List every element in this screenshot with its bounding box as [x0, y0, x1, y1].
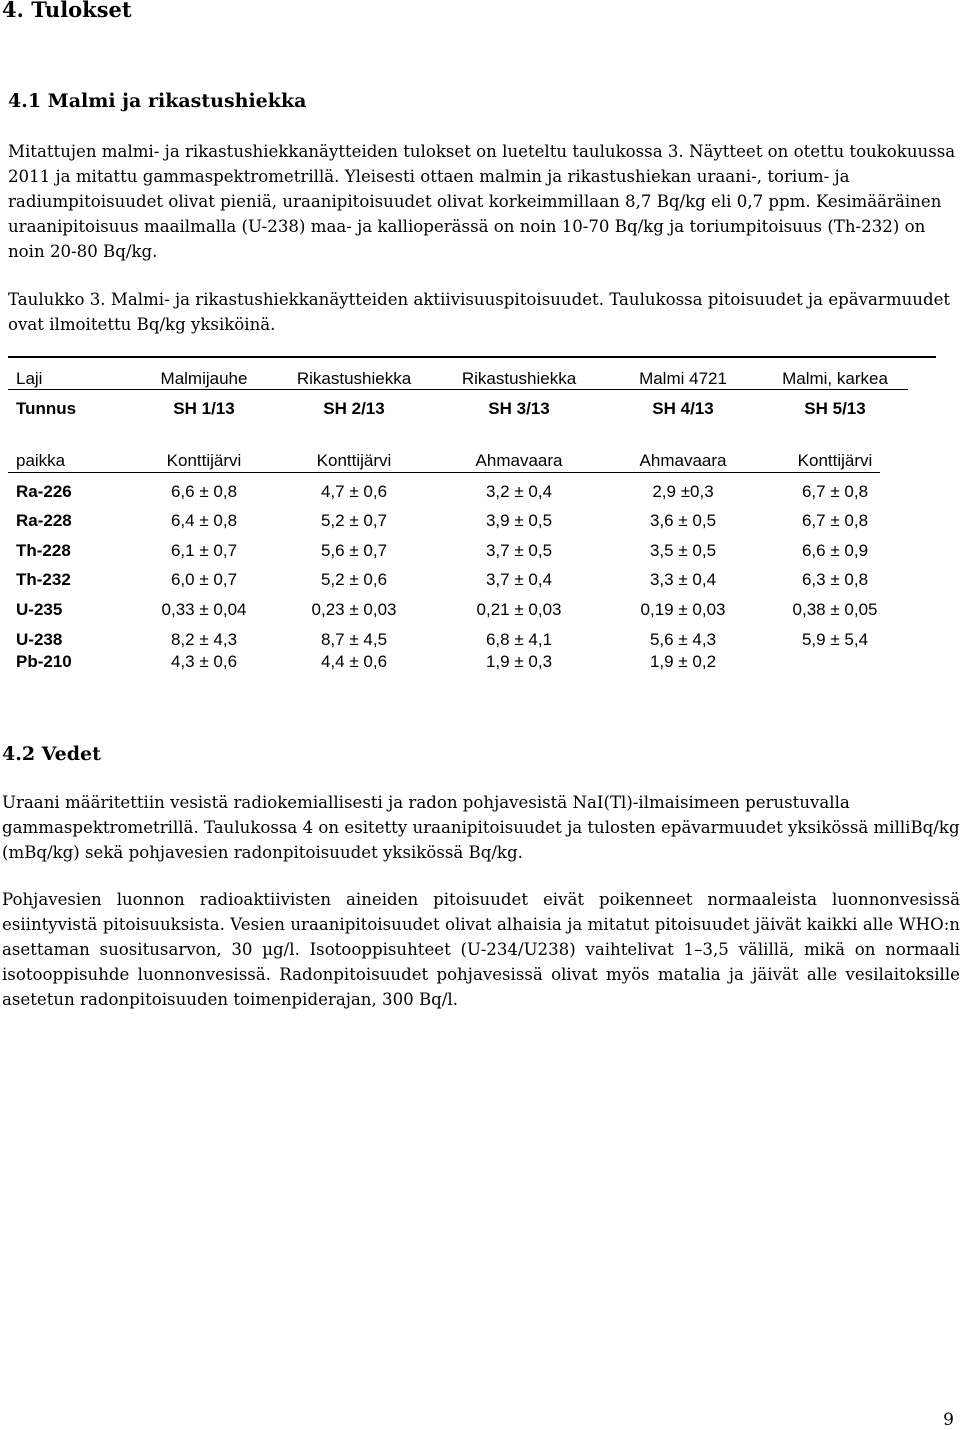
table-location-rule — [8, 472, 880, 473]
table-row-cell: 8,7 ± 4,5 — [320, 630, 388, 649]
table-row-label: Th-232 — [16, 570, 71, 589]
section-heading-vedet: 4.2 Vedet — [2, 743, 101, 765]
tunnus-row-cell: SH 3/13 — [488, 399, 550, 418]
paikka-row-label: paikka — [16, 451, 66, 470]
table-row-cell: 0,21 ± 0,03 — [476, 600, 562, 619]
table-row-cell: 6,3 ± 0,8 — [801, 570, 869, 589]
tunnus-row-cell: SH 5/13 — [804, 399, 866, 418]
laji-row-cell: Malmi, karkea — [782, 369, 888, 388]
table-row-cell: 5,9 ± 5,4 — [801, 630, 869, 649]
table-row-cell: 0,38 ± 0,05 — [792, 600, 878, 619]
table-row-label: U-238 — [16, 630, 63, 649]
paikka-row-cell: Konttijärvi — [797, 451, 873, 470]
table-row-label: Pb-210 — [16, 652, 72, 671]
table-row-cell: 4,4 ± 0,6 — [320, 652, 388, 671]
table-caption: Taulukko 3. Malmi- ja rikastushiekkanäytteiden aktiivisuuspitoisuudet. Taulukossa pitoisuudet ja epävarmuudet ovat ilmoitettu Bq/kg yksiköinä. — [8, 290, 951, 334]
table-row-cell: 3,5 ± 0,5 — [649, 541, 717, 560]
table-row-cell: 3,6 ± 0,5 — [649, 511, 717, 530]
laji-row-cell: Rikastushiekka — [461, 369, 577, 388]
table-row-cell: 5,6 ± 4,3 — [649, 630, 717, 649]
tunnus-row-label: Tunnus — [16, 399, 77, 418]
table-row-cell: 0,23 ± 0,03 — [311, 600, 397, 619]
table-row-cell: 6,1 ± 0,7 — [170, 541, 238, 560]
table-row-cell: 6,6 ± 0,8 — [170, 482, 238, 501]
table-row-cell: 8,2 ± 4,3 — [170, 630, 238, 649]
table-header-rule — [8, 389, 908, 390]
paikka-row-cell: Konttijärvi — [166, 451, 242, 470]
table-row-cell: 5,2 ± 0,6 — [320, 570, 388, 589]
table-row-cell: 3,3 ± 0,4 — [649, 570, 717, 589]
chapter-heading: 4. Tulokset — [2, 0, 132, 22]
paikka-row-cell: Ahmavaara — [475, 451, 563, 470]
table-row-cell: 4,7 ± 0,6 — [320, 482, 388, 501]
tunnus-row-cell: SH 4/13 — [652, 399, 714, 418]
table-row-cell: 4,3 ± 0,6 — [170, 652, 238, 671]
section-heading-malmi: 4.1 Malmi ja rikastushiekka — [8, 90, 307, 112]
table-row-label: Ra-226 — [16, 482, 72, 501]
paikka-row-cell: Konttijärvi — [316, 451, 392, 470]
table-row-cell: 6,0 ± 0,7 — [170, 570, 238, 589]
table-row-cell: 6,6 ± 0,9 — [801, 541, 869, 560]
laji-row-cell: Malmi 4721 — [639, 369, 727, 388]
table-row-cell: 0,33 ± 0,04 — [161, 600, 247, 619]
page-number: 9 — [943, 1410, 954, 1430]
table-row-cell: 1,9 ± 0,3 — [485, 652, 553, 671]
table-row-cell: 3,7 ± 0,5 — [485, 541, 553, 560]
table-row-cell: 3,2 ± 0,4 — [485, 482, 553, 501]
table-row-cell: 3,9 ± 0,5 — [485, 511, 553, 530]
table-row-cell: 0,19 ± 0,03 — [640, 600, 726, 619]
table-row-cell: 6,4 ± 0,8 — [170, 511, 238, 530]
laji-row-cell: Malmijauhe — [160, 369, 248, 388]
laji-row-cell: Rikastushiekka — [296, 369, 412, 388]
table-row-cell: 6,7 ± 0,8 — [801, 511, 869, 530]
table-row-cell: 6,8 ± 4,1 — [485, 630, 553, 649]
table-row-cell: 5,6 ± 0,7 — [320, 541, 388, 560]
tunnus-row-cell: SH 1/13 — [173, 399, 235, 418]
table-row-label: Th-228 — [16, 541, 71, 560]
table-row-cell: 2,9 ±0,3 — [652, 482, 714, 501]
table-row-cell: 3,7 ± 0,4 — [485, 570, 553, 589]
table-top-rule — [8, 356, 936, 358]
table-row-label: U-235 — [16, 600, 63, 619]
table-row-cell: 1,9 ± 0,2 — [649, 652, 717, 671]
paikka-row-cell: Ahmavaara — [639, 451, 727, 470]
tunnus-row-cell: SH 2/13 — [323, 399, 385, 418]
table-row-label: Ra-228 — [16, 511, 72, 530]
paragraph-vedet-2: Pohjavesien luonnon radioaktiivisten aineiden pitoisuudet eivät poikenneet normaaleista luonnonvesissä esiintyvistä pitoisuuksista. Vesien uraanipitoisuudet olivat alhaisia ja mitatut pitoisuudet jäivät kaikki alle WHO:n asettaman suositusarvon, 30 µg/l. Isotooppisuhteet (U-234/U238) vaihtelivat 1–3,5 välillä, mikä on normaali isotooppisuhde luonnonvesissä. Radonpitoisuudet pohjavesissä olivat myös matalia ja jäivät alle vesilaitoksille asetetun radonpitoisuuden toimenpiderajan, 300 Bq/l. — [2, 890, 960, 1009]
table-row-cell: 5,2 ± 0,7 — [320, 511, 388, 530]
paragraph-malmi: Mitattujen malmi- ja rikastushiekkanäytteiden tulokset on lueteltu taulukossa 3. Näytteet on otettu toukokuussa 2011 ja mitattu gammaspektrometrillä. Yleisesti ottaen malmin ja rikastushiekan uraani-, torium- ja radiumpitoisuudet olivat pieniä, uraanipitoisuudet olivat korkeimmillaan 8,7 Bq/kg eli 0,7 ppm. Kesimääräinen uraanipitoisuus maailmalla (U-238) maa- ja kallioperässä on noin 10-70 Bq/kg ja toriumpitoisuus (Th-232) on noin 20-80 Bq/kg. — [8, 142, 956, 261]
paragraph-vedet-1: Uraani määritettiin vesistä radiokemiallisesti ja radon pohjavesistä NaI(Tl)-ilmaisimeen perustuvalla gammaspektrometrillä. Taulukossa 4 on esitetty uraanipitoisuudet ja tulosten epävarmuudet yksikössä milliBq/kg (mBq/kg) sekä pohjavesien radonpitoisuudet yksikössä Bq/kg. — [2, 793, 960, 862]
laji-row-label: Laji — [16, 369, 43, 388]
table-row-cell: 6,7 ± 0,8 — [801, 482, 869, 501]
